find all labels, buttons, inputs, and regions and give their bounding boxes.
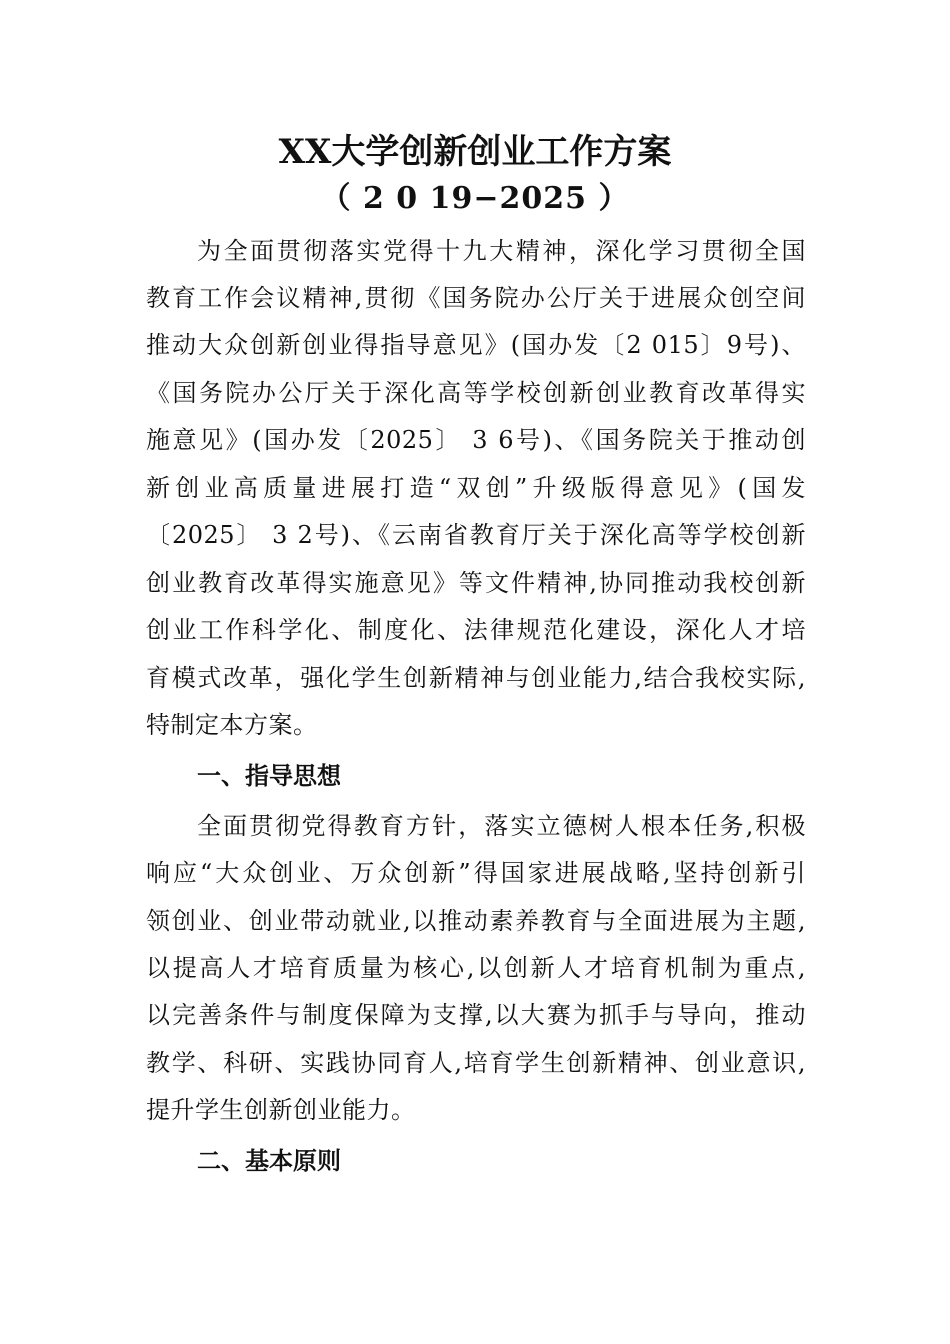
paragraph-line: 创业工作科学化、制度化、法律规范化建设，深化人才培 <box>146 616 806 644</box>
paragraph-line: 教学、科研、实践协同育人,培育学生创新精神、创业意识, <box>146 1049 806 1077</box>
document-subtitle: （ 2 0 19−2025 ） <box>320 181 630 216</box>
paragraph-line: 响应“大众创业、万众创新”得国家进展战略,坚持创新引 <box>146 859 806 887</box>
paragraph-line: 以完善条件与制度保障为支撑,以大赛为抓手与导向，推动 <box>146 1001 806 1029</box>
paragraph-line: 提升学生创新创业能力。 <box>146 1096 416 1124</box>
paragraph-line: 领创业、创业带动就业,以推动素养教育与全面进展为主题, <box>146 907 806 935</box>
paragraph-line: 《国务院办公厅关于深化高等学校创新创业教育改革得实 <box>146 379 806 407</box>
paragraph-line: 新创业高质量进展打造“双创”升级版得意见》(国发 <box>146 474 806 502</box>
section-heading-guiding-ideology: 一、指导思想 <box>197 762 341 790</box>
paragraph-line: 〔2025〕 3 2号)、《云南省教育厅关于深化高等学校创新 <box>146 521 806 549</box>
paragraph-line: 以提高人才培育质量为核心,以创新人才培育机制为重点, <box>146 954 806 982</box>
paragraph-line: 教育工作会议精神,贯彻《国务院办公厅关于进展众创空间 <box>146 284 806 312</box>
paragraph-line: 推动大众创新创业得指导意见》(国办发〔2 015〕9号)、 <box>146 331 806 359</box>
paragraph-line: 全面贯彻党得教育方针，落实立德树人根本任务,积极 <box>197 812 806 840</box>
paragraph-line: 创业教育改革得实施意见》等文件精神,协同推动我校创新 <box>146 569 806 597</box>
document-title: XX大学创新创业工作方案 <box>278 132 672 172</box>
paragraph-line: 育模式改革，强化学生创新精神与创业能力,结合我校实际, <box>146 664 806 692</box>
paragraph-line: 施意见》(国办发〔2025〕 3 6号)、《国务院关于推动创 <box>146 426 806 454</box>
paragraph-line: 特制定本方案。 <box>146 711 318 739</box>
section-heading-basic-principles: 二、基本原则 <box>197 1147 341 1175</box>
paragraph-line: 为全面贯彻落实党得十九大精神，深化学习贯彻全国 <box>197 237 806 265</box>
